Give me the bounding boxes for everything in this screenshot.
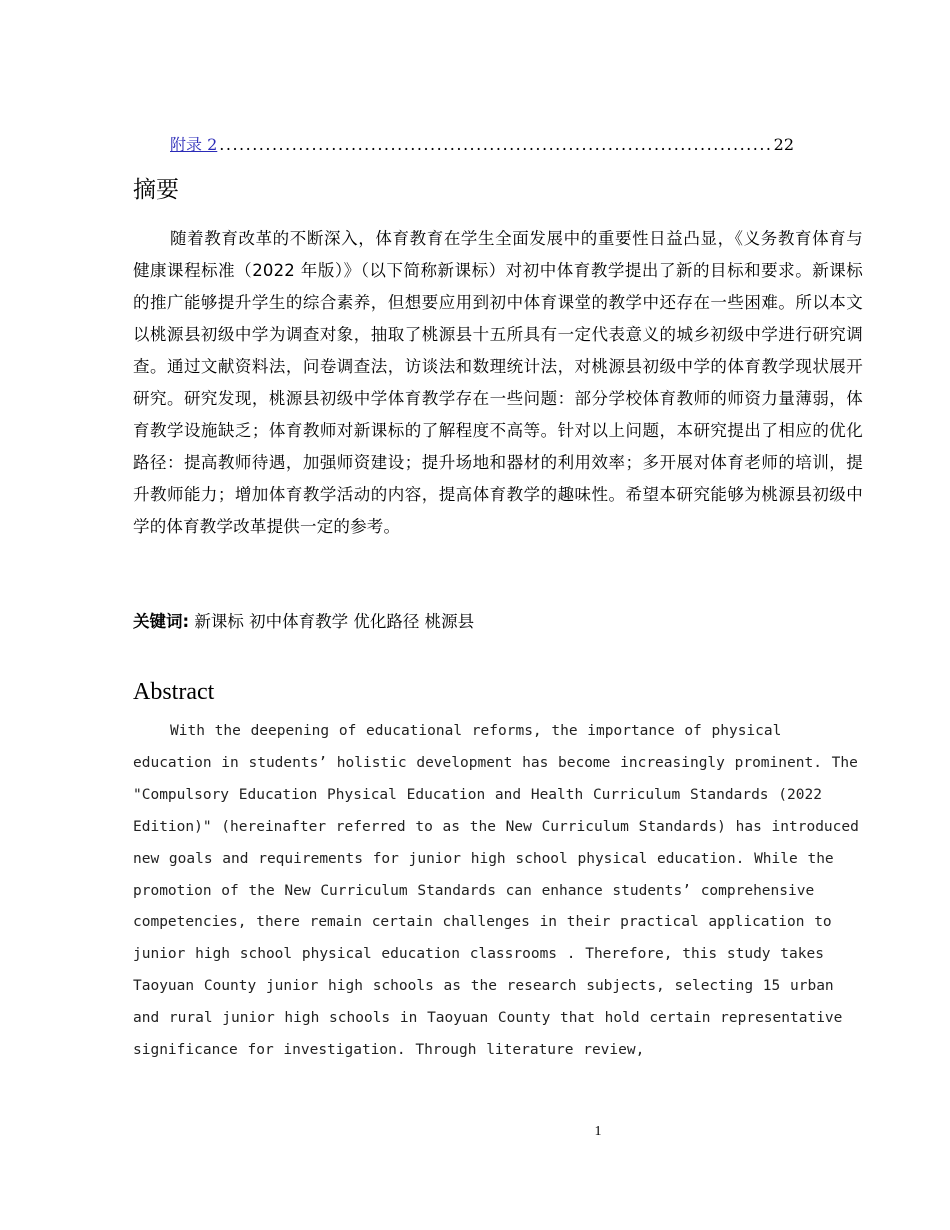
toc-entry (170, 134, 794, 156)
abstract-zh-heading: 摘要 (133, 177, 179, 203)
abstract-en-heading: Abstract (133, 679, 215, 705)
toc-link-appendix-2[interactable]: 附录 2 (170, 135, 218, 154)
keywords-label: 关键词: (133, 612, 190, 631)
page-number: 1 (594, 1124, 602, 1139)
abstract-zh-body: 随着教育改革的不断深入，体育教育在学生全面发展中的重要性日益凸显，《义务教育体育与健康课程标准（2022 年版）》（以下简称新课标）对初中体育教学提出了新的目标和要求。新课标的推广能够提升学生的综合素养，但想要应用到初中体育课堂的教学中还存在一些困难。所以本文以桃源县初级中学为调查对象，抽取了桃源县十五所具有一定代表意义的城乡初级中学进行研究调查。通过文献资料法，问卷调查法，访谈法和数理统计法，对桃源县初级中学的体育教学现状展开研究。研究发现，桃源县初级中学体育教学存在一些问题：部分学校体育教师的师资力量薄弱，体育教学设施缺乏；体育教师对新课标的了解程度不高等。针对以上问题，本研究提出了相应的优化路径：提高教师待遇，加强师资建设；提升场地和器材的利用效率；多开展对体育老师的培训，提升教师能力；增加体育教学活动的内容，提高体育教学的趣味性。希望本研究能够为桃源县初级中学的体育教学改革提供一定的参考。 (133, 229, 863, 536)
abstract-en-body: With the deepening of educational reforms, the importance of physical education in students’ holistic development has become increasingly prominent. The "Compulsory Education Physical Education and Health Curriculum Standards (2022 Edition)" (hereinafter referred to as the New Curriculum Standards) has introduced new goals and requirements for junior high school physical education. While the promotion of the New Curriculum Standards can enhance students’ comprehensive competencies, there remain certain challenges in their practical application to junior high school physical education classrooms . Therefore, this study takes Taoyuan County junior high schools as the research subjects, selecting 15 urban and rural junior high schools in Taoyuan County that hold certain representative significance for investigation. Through literature review, (133, 723, 859, 1059)
toc-leader-dots (219, 134, 771, 156)
toc-page-number: 22 (773, 135, 794, 154)
keywords-line (133, 607, 474, 637)
keywords-values: 新课标 初中体育教学 优化路径 桃源县 (194, 612, 475, 631)
